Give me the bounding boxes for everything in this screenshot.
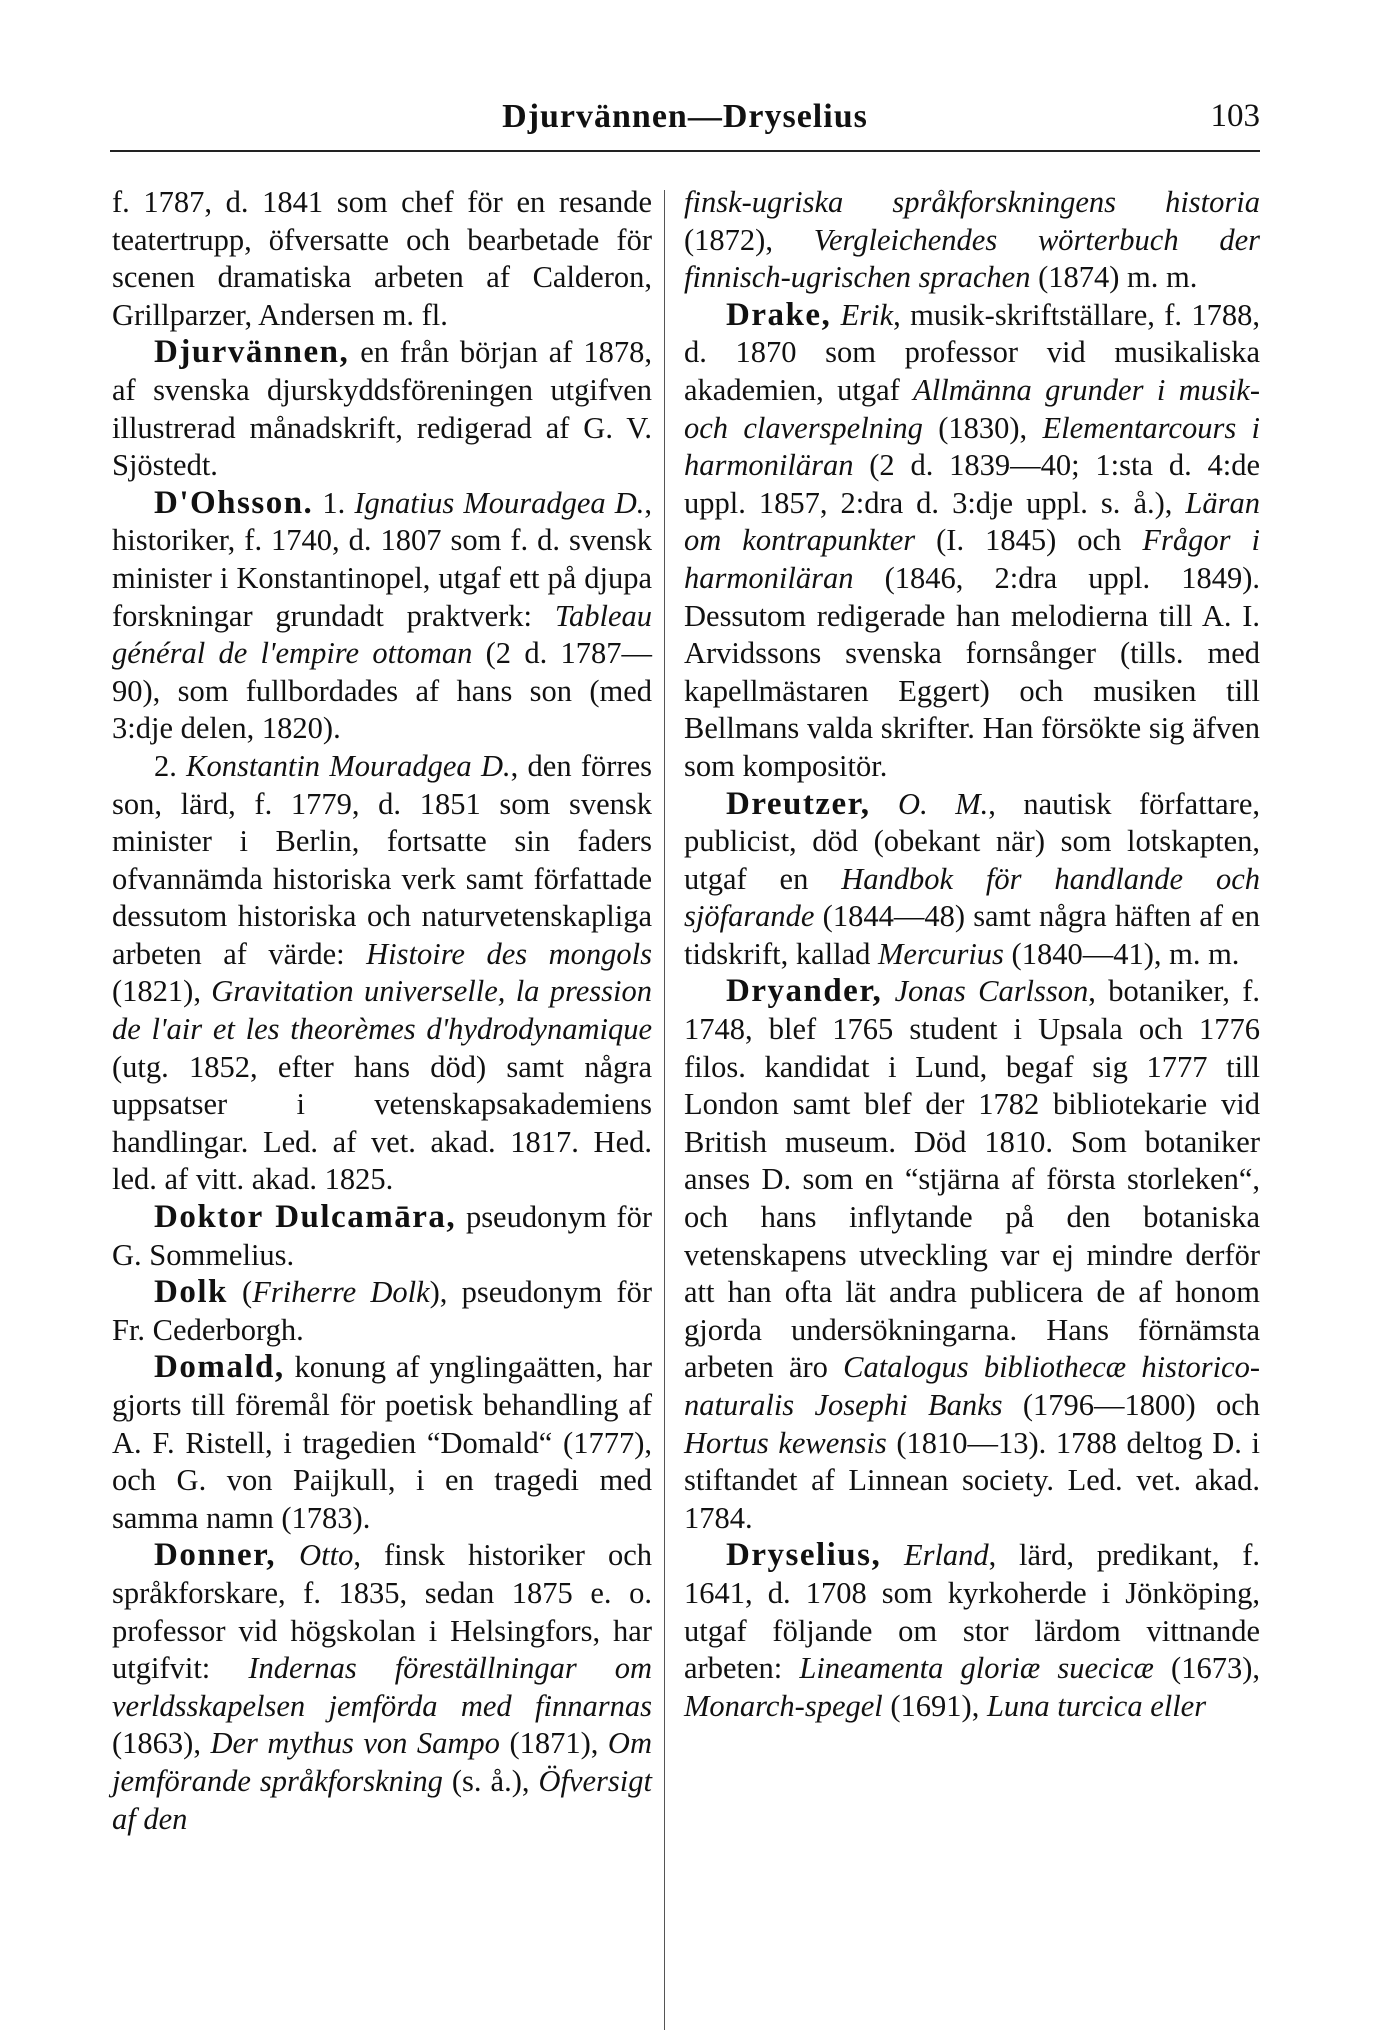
entry-text: (1796—1800) och	[1002, 1388, 1260, 1422]
entry-text: (1863),	[112, 1726, 211, 1761]
entry-text	[881, 1538, 904, 1572]
entry-text: , lärd, predikant, f. 1641, d. 1708 som kyrkoherde i Jönköping, utgaf följande om stor lärdom vittnande arbeten:	[684, 1538, 1260, 1686]
italic-title: Elementarcours i harmoniläran	[684, 410, 1260, 483]
italic-title: Allmänna grunder i musik- och claverspelning	[684, 372, 1261, 445]
entry-text: , historiker, f. 1740, d. 1807 som f. d. svensk minister i Konstantinopel, utgaf ett på djupa forskningar grundadt praktverk:	[112, 485, 652, 633]
entry-text: 1.	[313, 485, 355, 520]
entry-paragraph	[684, 786, 1260, 974]
italic-title: Om jemförande språkforskning	[112, 1726, 652, 1798]
italic-title: Mercurius	[877, 936, 1004, 971]
entry-text: (1874) m. m.	[1030, 260, 1198, 295]
italic-title: Erland	[903, 1538, 989, 1573]
entry-paragraph	[112, 748, 652, 1199]
italic-title: Erik	[840, 297, 894, 332]
italic-title: Otto	[299, 1538, 354, 1573]
entry-text	[871, 787, 899, 821]
entry-text: (2 d. 1787—90), som fullbordades af hans son (med 3:dje delen, 1820).	[112, 636, 652, 746]
italic-title: Histoire des mongols	[366, 936, 652, 971]
italic-title: Lineamenta gloriæ suecicæ	[799, 1651, 1154, 1686]
entry-paragraph	[684, 297, 1260, 786]
entry-paragraph	[112, 485, 652, 748]
entry-text: 2.	[154, 748, 187, 783]
italic-title: Hortus kewensis	[684, 1425, 887, 1460]
entry-text: (s. å.),	[442, 1763, 539, 1798]
italic-title: Läran om kontrapunkter	[684, 485, 1260, 558]
entry-text: (1840—41), m. m.	[1003, 936, 1240, 971]
entry-paragraph	[684, 973, 1260, 1537]
italic-title: Catalogus bibliothecæ historico-naturalis Josephi Banks	[684, 1350, 1260, 1422]
entry-text: (1871),	[499, 1726, 608, 1761]
entry-paragraph	[112, 1274, 652, 1349]
entry-text: (I. 1845) och	[915, 523, 1143, 558]
entry-text: (1844—48) samt några häften af en tidskrift, kallad	[684, 899, 1260, 971]
italic-title: Der mythus von Sampo	[210, 1726, 500, 1761]
entry-headword: Doktor Dulcamāra,	[154, 1199, 457, 1236]
entry-text: (1673),	[1153, 1651, 1260, 1686]
entry-text: , musik-skriftställare, f. 1788, d. 1870 som professor vid musikaliska akademien, utgaf	[684, 297, 1260, 407]
italic-title: Tableau général de l'empire ottoman	[112, 598, 652, 671]
entry-text	[276, 1538, 299, 1572]
page-number: 103	[1210, 98, 1260, 134]
entry-text: pseudonym för G. Sommelius.	[112, 1200, 652, 1272]
running-header	[110, 98, 1260, 148]
entry-paragraph	[684, 1537, 1260, 1725]
italic-title: finsk-ugriska språkforskningens historia	[684, 185, 1260, 219]
entry-text: (1872),	[684, 222, 814, 257]
entry-text: , botaniker, f. 1748, blef 1765 student i Upsala och 1776 filos. kandidat i Lund, begaf sig 1777 till London samt blef der 1782 bibliotekarie vid British museum. Död 1810. Som botaniker anses D. som en “stjärna af första storleken“, och hans inflytande på den botaniska vetenskapens utveckling var ej mindre derför att han ofta lät andra publicera de af honom gjorda undersökningarna. Hans förnämsta arbeten äro	[684, 974, 1260, 1385]
italic-title: Gravitation universelle, la pression de l'air et les theorèmes d'hydrodynamique	[112, 974, 652, 1047]
entry-text: (1810—13). 1788 deltog D. i stiftandet af Linnean society. Led. vet. akad. 1784.	[684, 1425, 1260, 1535]
italic-title: Friherre Dolk	[252, 1275, 430, 1310]
column-divider	[664, 190, 665, 2030]
entry-headword: Dreutzer,	[726, 785, 871, 822]
entry-text: , den förres son, lärd, f. 1779, d. 1851 som svensk minister i Berlin, fortsatte sin faders ofvannämda historiska verk samt författade dessutom historiska och naturvetenskapliga arbeten af värde:	[112, 748, 652, 971]
italic-title: Luna turcica eller	[986, 1688, 1207, 1723]
entry-text: f. 1787, d. 1841 som chef för en resande teatertrupp, öfversatte och bearbetade för scenen dramatiska arbeten af Calderon, Grillparzer, Andersen m. fl.	[112, 185, 652, 332]
entry-paragraph	[112, 1349, 652, 1537]
entry-text: en från början af 1878, af svenska djurskyddsföreningen utgifven illustrerad månadskrift, redigerad af G. V. Sjöstedt.	[112, 335, 652, 483]
entry-paragraph	[112, 1537, 652, 1838]
italic-title: Ignatius Mouradgea D.	[354, 485, 645, 520]
entry-headword: Dryander,	[726, 973, 883, 1010]
entry-headword: Domald,	[154, 1349, 285, 1386]
entry-headword: Dryselius,	[726, 1537, 882, 1574]
italic-title: Frågor i harmoniläran	[684, 523, 1260, 595]
italic-title: Konstantin Mouradgea D.	[186, 748, 511, 783]
entry-paragraph	[112, 334, 652, 484]
entry-paragraph	[684, 184, 1260, 297]
entry-paragraph	[112, 1199, 652, 1274]
entry-paragraph	[112, 184, 652, 334]
entry-text: konung af ynglingaätten, har gjorts till föremål för poetisk behandling af A. F. Ristell, i tragedien “Domald“ (1777), och G. von Paijkull, i en tragedi med samma namn (1783).	[112, 1350, 652, 1535]
entry-headword: Dolk	[154, 1274, 228, 1311]
entry-text: (2 d. 1839—40; 1:sta d. 4:de uppl. 1857, 2:dra d. 3:dje uppl. s. å.),	[684, 448, 1260, 520]
entry-headword: Drake,	[726, 296, 832, 333]
right-column	[684, 184, 1260, 1725]
entry-text: , nautisk författare, publicist, död (obekant när) som lotskapten, utgaf en	[684, 786, 1261, 896]
italic-title: Indernas föreställningar om verldsskapelsen jemförda med finnarnas	[112, 1651, 653, 1723]
entry-text: ), pseudonym för Fr. Cederborgh.	[112, 1275, 652, 1347]
entry-text: (1846, 2:dra uppl. 1849). Dessutom redigerade han melodierna till A. I. Arvidssons svenska fornsånger (tills. med kapellmästaren Eggert) och musiken till Bellmans valda skrifter. Han försökte sig äfven som kompositör.	[684, 560, 1260, 783]
entry-text: (	[227, 1275, 253, 1310]
italic-title: O. M.	[898, 786, 989, 821]
left-column	[112, 184, 652, 1838]
entry-text	[831, 298, 840, 332]
italic-title: Monarch-spegel	[684, 1688, 883, 1723]
italic-title: Vergleichendes wörterbuch der finnisch-ugrischen sprachen	[684, 222, 1260, 295]
italic-title: Öfversigt af den	[112, 1763, 652, 1836]
page-title: Djurvännen—Dryselius	[502, 98, 868, 135]
entry-text: (1821),	[112, 974, 212, 1009]
entry-text: (1830),	[922, 410, 1043, 445]
entry-text: , finsk historiker och språkforskare, f. 1835, sedan 1875 e. o. professor vid högskolan i Helsingfors, har utgifvit:	[112, 1538, 653, 1686]
entry-headword: D'Ohsson.	[154, 484, 314, 521]
entry-text: (1691),	[882, 1688, 987, 1723]
entry-headword: Donner,	[154, 1537, 277, 1574]
italic-title: Handbok för handlande och sjöfarande	[684, 861, 1260, 934]
entry-headword: Djurvännen,	[154, 334, 350, 371]
italic-title: Jonas Carlsson	[894, 974, 1089, 1009]
entry-text	[882, 974, 894, 1008]
entry-text: (utg. 1852, efter hans död) samt några uppsatser i vetenskapsakademiens handlingar. Led. af vet. akad. 1817. Hed. led. af vitt. akad. 1825.	[112, 1049, 652, 1197]
header-rule	[110, 150, 1260, 152]
